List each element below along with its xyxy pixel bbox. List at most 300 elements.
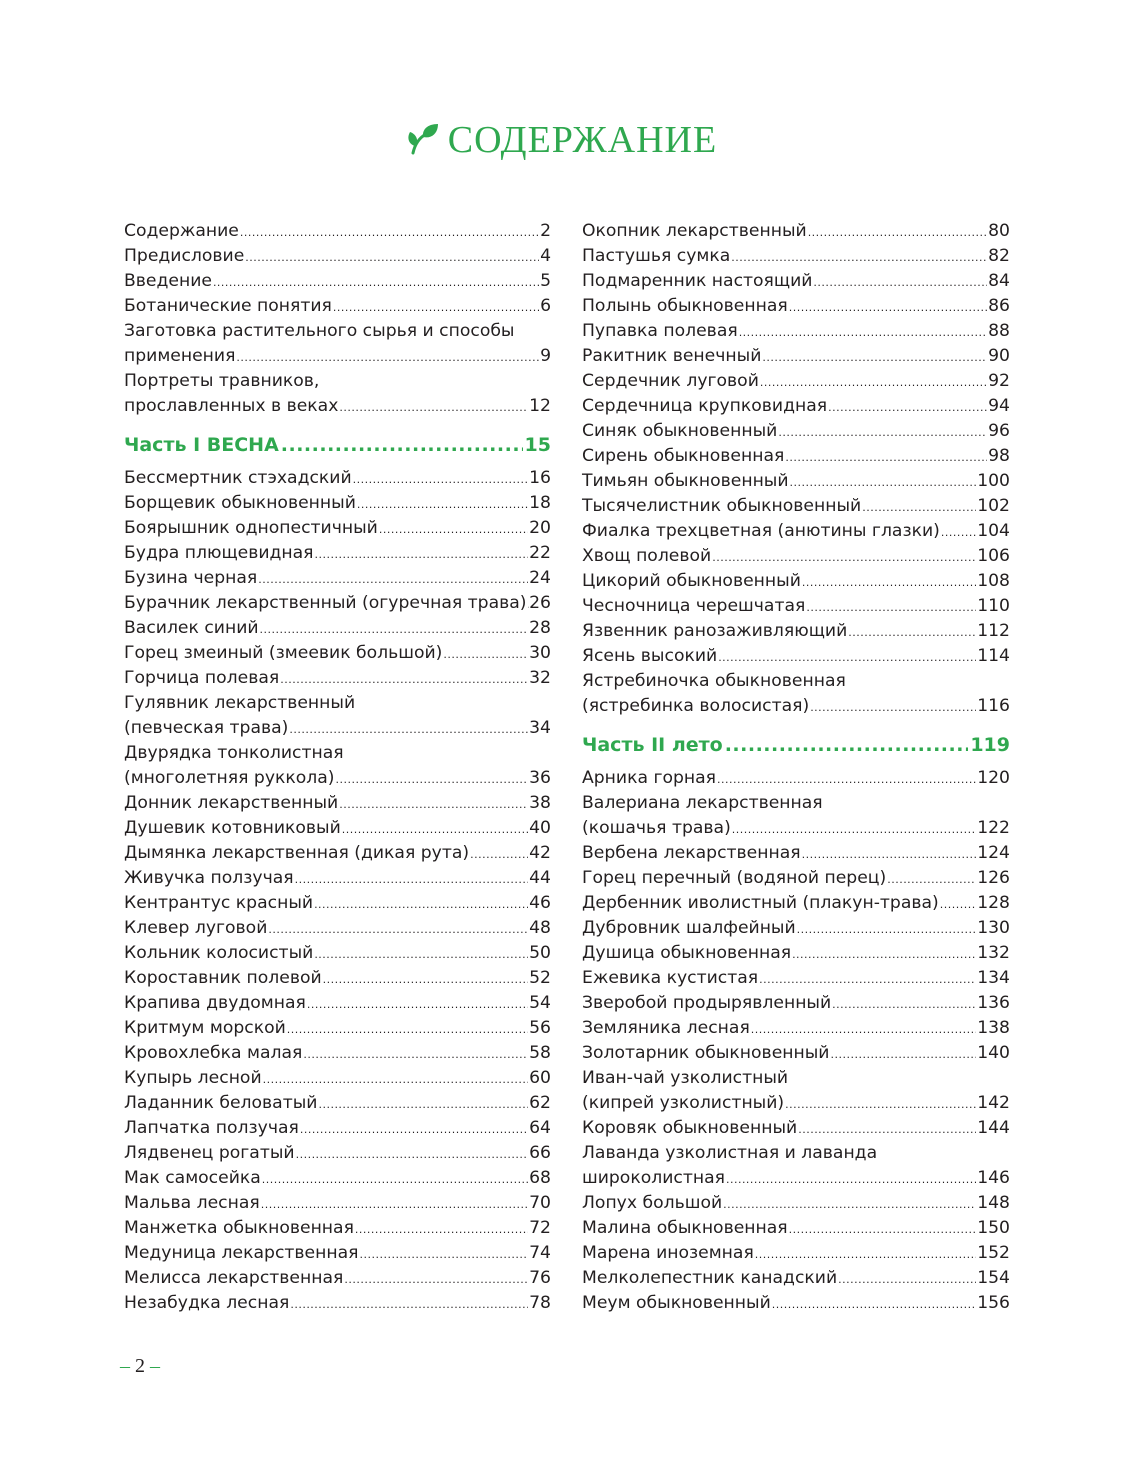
toc-entry-title: Донник лекарственный [124,793,339,813]
toc-entry-title: Фиалка трехцветная (анютины глазки) [582,521,940,541]
toc-entry-page: 36 [529,768,551,788]
toc-leader-dots [808,220,987,245]
toc-leader-dots [307,992,528,1017]
toc-entry [582,1191,1010,1216]
toc-entry-title: Марена иноземная [582,1243,754,1263]
toc-entry-title: Василек синий [124,618,259,638]
toc-leader-dots [261,1192,528,1217]
toc-entry-title: Ботанические понятия [124,296,332,316]
toc-leader-dots [778,420,987,445]
toc-entry-page: 15 [524,434,551,456]
toc-entry-title: Будра плющевидная [124,543,314,563]
toc-leader-dots [785,445,987,470]
toc-entry-title: (кошачья трава) [582,818,731,838]
toc-entry [124,1016,551,1041]
toc-entry-page: 40 [529,818,551,838]
toc-entry-title: Живучка ползучая [124,868,294,888]
toc-entry [582,519,1010,544]
toc-entry-title: (певческая трава) [124,718,289,738]
toc-entry-page: 82 [988,246,1010,266]
toc-entry-title: Тимьян обыкновенный [582,471,789,491]
toc-leader-dots [528,592,529,617]
toc-leader-dots [838,1267,976,1292]
toc-entry [124,219,551,244]
toc-entry-page: 114 [977,646,1010,666]
toc-entry-page: 26 [529,593,551,613]
toc-entry [124,891,551,916]
toc-leader-dots [790,470,977,495]
toc-leader-dots [263,1067,529,1092]
toc-entry-page: 150 [977,1218,1010,1238]
toc-entry-title: Короставник полевой [124,968,322,988]
toc-entry-page: 18 [529,493,551,513]
toc-entry-page: 84 [988,271,1010,291]
toc-entry [582,866,1010,891]
toc-entry [124,1041,551,1066]
toc-leader-dots [797,917,977,942]
toc-entry-title: Часть I ВЕСНА [124,434,279,456]
toc-entry [124,1291,551,1316]
toc-entry-page: 9 [540,346,551,366]
toc-entry-title: Хвощ полевой [582,546,712,566]
toc-entry [124,591,551,616]
toc-entry [124,1241,551,1266]
toc-entry-page: 104 [977,521,1010,541]
page-number-dash-left: – [120,1355,130,1377]
toc-entry-page: 42 [529,843,551,863]
toc-entry-page: 6 [540,296,551,316]
toc-entry [582,966,1010,991]
toc-entry [124,394,551,419]
toc-entry-title: Крапива двудомная [124,993,306,1013]
toc-entry-title: Лапчатка ползучая [124,1118,299,1138]
toc-entry [124,991,551,1016]
toc-leader-dots [828,395,987,420]
toc-entry-title: Дербенник иволистный (плакун-трава) [582,893,939,913]
toc-entry-page: 130 [977,918,1010,938]
toc-leader-dots [333,295,539,320]
toc-entry [124,716,551,741]
page-title-text: СОДЕРЖАНИЕ [447,119,718,161]
toc-entry-page: 116 [977,696,1010,716]
toc-entry-page: 20 [529,518,551,538]
toc-entry-page: 64 [529,1118,551,1138]
toc-leader-dots [303,1042,528,1067]
toc-entry-page: 90 [988,346,1010,366]
toc-leader-dots [336,767,529,792]
toc-leader-dots [339,792,528,817]
toc-entry-title: Зверобой продырявленный [582,993,832,1013]
toc-entry-title-line1: Гулявник лекарственный [124,693,356,713]
toc-entry-page: 148 [977,1193,1010,1213]
toc-entry-page: 100 [977,471,1010,491]
toc-entry-page: 136 [977,993,1010,1013]
toc-entry [582,1166,1010,1191]
toc-entry [124,1166,551,1191]
toc-entry [582,816,1010,841]
toc-leader-dots [792,942,976,967]
toc-entry-page: 88 [988,321,1010,341]
page-title [0,118,1123,162]
toc-entry [124,841,551,866]
toc-leader-dots [314,892,528,917]
toc-leader-dots [245,245,539,270]
toc-right-column [582,219,1010,1316]
toc-entry-page: 140 [977,1043,1010,1063]
toc-entry-page: 102 [977,496,1010,516]
toc-entry-page: 24 [529,568,551,588]
toc-entry-title: Земляника лесная [582,1018,750,1038]
toc-entry-title: Введение [124,271,212,291]
toc-entry [582,319,1010,344]
toc-leader-dots [353,467,528,492]
toc-entry-title: Лядвенец рогатый [124,1143,295,1163]
toc-entry-page: 66 [529,1143,551,1163]
leaf-icon [406,122,440,156]
toc-entry-page: 32 [529,668,551,688]
toc-entry-page: 48 [529,918,551,938]
toc-entry [124,541,551,566]
toc-entry-page: 128 [977,893,1010,913]
toc-entry-title: Горец змеиный (змеевик большой) [124,643,443,663]
toc-entry-title: Бурачник лекарственный (огуречная трава) [124,593,527,613]
toc-leader-dots [806,595,976,620]
toc-entry-title: Мелколепестник канадский [582,1268,838,1288]
toc-entry-title: Арника горная [582,768,717,788]
toc-entry-page: 72 [529,1218,551,1238]
toc-entry [582,244,1010,269]
toc-entry-title: Пупавка полевая [582,321,738,341]
toc-entry-page: 106 [977,546,1010,566]
toc-entry [124,269,551,294]
toc-entry [582,1016,1010,1041]
toc-leader-dots [725,722,969,768]
toc-entry [124,1266,551,1291]
toc-leader-dots [739,320,987,345]
toc-entry [124,1116,551,1141]
toc-entry [124,866,551,891]
toc-entry-title: (многолетняя руккола) [124,768,335,788]
toc-entry-page: 16 [529,468,551,488]
toc-entry-page: 68 [529,1168,551,1188]
toc-leader-dots [344,1267,528,1292]
toc-leader-dots [940,892,976,917]
toc-entry-title: Кровохлебка малая [124,1043,303,1063]
toc-entry [582,941,1010,966]
toc-leader-dots [712,545,976,570]
toc-entry-title-line1: Заготовка растительного сырья и способы [124,321,515,341]
toc-entry [124,1066,551,1091]
toc-entry [582,394,1010,419]
toc-entry-page: 62 [529,1093,551,1113]
toc-entry [582,891,1010,916]
toc-entry [582,419,1010,444]
toc-entry-page: 44 [529,868,551,888]
toc-leader-dots [755,1242,976,1267]
toc-entry-title: Цикорий обыкновенный [582,571,801,591]
toc-entry [582,841,1010,866]
toc-leader-dots [443,642,528,667]
toc-section-heading [582,722,1010,763]
toc-entry [124,941,551,966]
page-number [120,1355,160,1378]
toc-entry [124,1141,551,1166]
toc-leader-dots [290,1292,528,1317]
toc-entry [582,766,1010,791]
toc-leader-dots [300,1117,528,1142]
toc-leader-dots [832,992,976,1017]
toc-entry-page: 46 [529,893,551,913]
toc-entry [582,469,1010,494]
toc-entry-title: Критмум морской [124,1018,286,1038]
toc-entry [582,1291,1010,1316]
toc-entry-page: 119 [970,734,1010,756]
toc-entry-page: 132 [977,943,1010,963]
toc-entry [582,1241,1010,1266]
toc-entry-title-line1: Двурядка тонколистная [124,743,344,763]
toc-entry-title: Тысячелистник обыкновенный [582,496,862,516]
toc-entry-page: 78 [529,1293,551,1313]
toc-entry-title: Сердечница крупковидная [582,396,828,416]
toc-entry-title: Незабудка лесная [124,1293,290,1313]
toc-entry-title: прославленных в веках [124,396,339,416]
toc-entry-page: 5 [540,271,551,291]
toc-entry [582,369,1010,394]
toc-entry-title: Предисловие [124,246,245,266]
toc-entry-title: Дымянка лекарственная (дикая рута) [124,843,470,863]
toc-leader-dots [810,695,976,720]
toc-leader-dots [772,1292,976,1317]
page-number-value: 2 [135,1355,145,1377]
toc-leader-dots [751,1017,976,1042]
toc-entry [124,766,551,791]
toc-leader-dots [262,1167,528,1192]
toc-leader-dots [339,395,528,420]
toc-entry [124,641,551,666]
toc-leader-dots [802,570,976,595]
toc-entry-title: Клевер луговой [124,918,268,938]
toc-entry-page: 124 [977,843,1010,863]
toc-entry-page: 122 [977,818,1010,838]
toc-leader-dots [830,1042,976,1067]
toc-entry [582,269,1010,294]
toc-entry-page: 74 [529,1243,551,1263]
toc-entry-title-line1: Портреты травников, [124,371,320,391]
toc-entry [582,494,1010,519]
toc-entry [582,1266,1010,1291]
toc-entry-page: 34 [529,718,551,738]
toc-entry [124,916,551,941]
toc-entry-page: 22 [529,543,551,563]
toc-entry-title: Вербена лекарственная [582,843,801,863]
page-number-dash-right: – [150,1355,160,1377]
toc-leader-dots [798,1117,976,1142]
toc-entry [582,991,1010,1016]
toc-entry-title: Боярышник однопестичный [124,518,378,538]
toc-entry-page: 30 [529,643,551,663]
toc-entry [582,916,1010,941]
toc-entry-page: 156 [977,1293,1010,1313]
toc-entry [124,516,551,541]
toc-leader-dots [295,867,529,892]
toc-entry-page: 154 [977,1268,1010,1288]
toc-entry-title: Малина обыкновенная [582,1218,788,1238]
toc-leader-dots [723,1192,976,1217]
toc-entry-title-line1: Ястребиночка обыкновенная [582,671,846,691]
toc-leader-dots [717,767,976,792]
toc-entry-title: Душевик котовниковый [124,818,341,838]
toc-entry-page: 144 [977,1118,1010,1138]
toc-entry [582,219,1010,244]
toc-entry-page: 96 [988,421,1010,441]
toc-leader-dots [240,220,539,245]
toc-entry [124,1091,551,1116]
toc-entry-title: Бузина черная [124,568,258,588]
toc-entry-title: Ежевика кустистая [582,968,759,988]
toc-entry [124,491,551,516]
toc-entry-page: 98 [988,446,1010,466]
toc-entry-page: 152 [977,1243,1010,1263]
toc-entry-page: 92 [988,371,1010,391]
toc-left-column [124,219,551,1316]
toc-entry [582,619,1010,644]
toc-leader-dots [281,422,523,468]
toc-entry-title: Борщевик обыкновенный [124,493,356,513]
toc-entry-page: 38 [529,793,551,813]
toc-entry-title-line1: Валериана лекарственная [582,793,823,813]
toc-entry-title: (кипрей узколистный) [582,1093,785,1113]
toc-entry [124,616,551,641]
toc-entry-page: 52 [529,968,551,988]
toc-entry [124,344,551,369]
toc-entry-page: 28 [529,618,551,638]
toc-leader-dots [342,817,528,842]
toc-entry-title: Дубровник шалфейный [582,918,796,938]
toc-entry-title: широколистная [582,1168,725,1188]
toc-entry-title: Кентрантус красный [124,893,314,913]
toc-entry-title-line1: Иван-чай узколистный [582,1068,789,1088]
toc-entry [582,644,1010,669]
toc-leader-dots [213,270,539,295]
toc-entry-title: применения [124,346,236,366]
toc-leader-dots [280,667,528,692]
toc-entry-page: 86 [988,296,1010,316]
toc-entry-page: 112 [977,621,1010,641]
toc-leader-dots [287,1017,528,1042]
toc-leader-dots [236,345,539,370]
toc-entry-title: Сирень обыкновенная [582,446,785,466]
toc-entry-page: 58 [529,1043,551,1063]
toc-entry-page: 142 [977,1093,1010,1113]
toc-entry [582,294,1010,319]
toc-leader-dots [357,492,528,517]
toc-entry-page: 108 [977,571,1010,591]
toc-entry [582,344,1010,369]
toc-leader-dots [760,370,987,395]
toc-entry-title: Язвенник ранозаживляющий [582,621,848,641]
toc-entry [582,444,1010,469]
toc-entry [124,244,551,269]
toc-leader-dots [731,245,987,270]
toc-entry [582,569,1010,594]
toc-entry [124,1216,551,1241]
toc-leader-dots [289,717,528,742]
toc-entry-page: 50 [529,943,551,963]
toc-entry [582,1041,1010,1066]
toc-entry-page: 2 [540,221,551,241]
toc-entry-title: Бессмертник стэхадский [124,468,352,488]
toc-entry-title: Лопух большой [582,1193,723,1213]
toc-entry [124,294,551,319]
toc-entry-title: Пастушья сумка [582,246,731,266]
toc-entry-title: Содержание [124,221,239,241]
toc-entry-title: Часть II лето [582,734,723,756]
toc-entry-title: Душица обыкновенная [582,943,792,963]
toc-entry-page: 70 [529,1193,551,1213]
toc-leader-dots [314,942,528,967]
toc-entry [124,1191,551,1216]
toc-entry-page: 146 [977,1168,1010,1188]
toc-entry [124,466,551,491]
toc-entry-title: Подмаренник настоящий [582,271,813,291]
toc-leader-dots [318,1092,528,1117]
toc-leader-dots [789,295,987,320]
toc-entry-title: Полынь обыкновенная [582,296,788,316]
toc-entry [124,966,551,991]
toc-leader-dots [813,270,987,295]
toc-entry-title: Золотарник обыкновенный [582,1043,830,1063]
toc-entry-page: 76 [529,1268,551,1288]
toc-entry [124,666,551,691]
toc-entry-title: Кольник колосистый [124,943,314,963]
toc-entry-title: Чесночница черешчатая [582,596,806,616]
toc-leader-dots [762,345,987,370]
toc-entry [582,1116,1010,1141]
toc-leader-dots [379,517,528,542]
toc-entry-page: 56 [529,1018,551,1038]
toc-leader-dots [296,1142,529,1167]
toc-leader-dots [258,567,528,592]
toc-entry-title: Горчица полевая [124,668,280,688]
toc-entry-title: Ракитник венечный [582,346,762,366]
toc-entry-title: (ястребинка волосистая) [582,696,810,716]
toc-leader-dots [726,1167,976,1192]
toc-leader-dots [315,542,529,567]
toc-leader-dots [359,1242,528,1267]
toc-entry-title: Окопник лекарственный [582,221,807,241]
toc-leader-dots [848,620,976,645]
toc-entry-title: Купырь лесной [124,1068,262,1088]
toc-section-heading [124,422,551,463]
toc-entry-title: Мальва лесная [124,1193,260,1213]
toc-entry-title: Ладанник беловатый [124,1093,318,1113]
toc-entry-title: Медуница лекарственная [124,1243,359,1263]
toc-entry-page: 126 [977,868,1010,888]
toc-entry-page: 80 [988,221,1010,241]
toc-entry-page: 12 [529,396,551,416]
toc-leader-dots [260,617,529,642]
toc-leader-dots [759,967,976,992]
toc-entry-page: 54 [529,993,551,1013]
toc-entry [582,694,1010,719]
toc-entry-title: Меум обыкновенный [582,1293,771,1313]
toc-entry-title: Мак самосейка [124,1168,261,1188]
toc-leader-dots [941,520,976,545]
toc-entry-page: 138 [977,1018,1010,1038]
toc-entry-title: Синяк обыкновенный [582,421,778,441]
toc-entry [124,816,551,841]
toc-leader-dots [268,917,528,942]
